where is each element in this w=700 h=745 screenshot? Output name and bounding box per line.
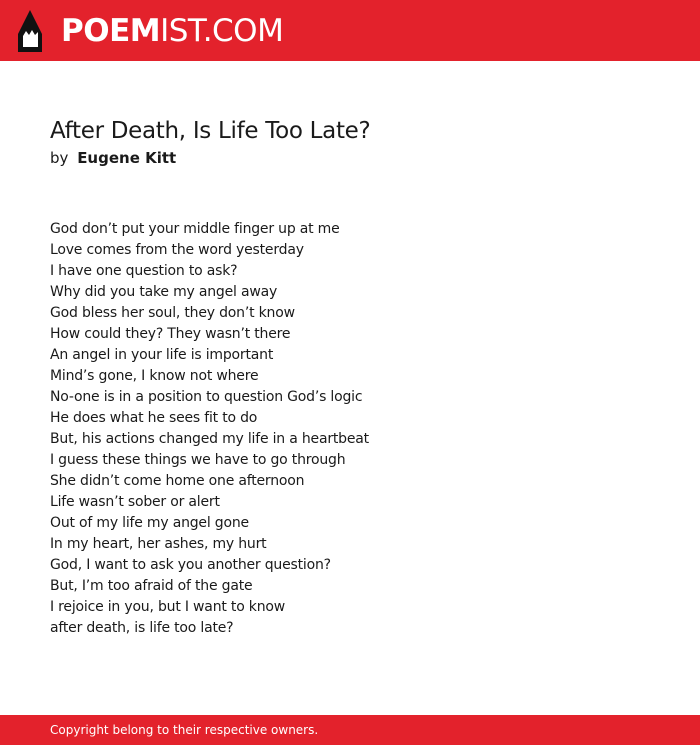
logo-light-text: IST.COM [160,13,284,49]
author-name[interactable]: Eugene Kitt [77,149,177,167]
poem-line: Love comes from the word yesterday [50,242,304,258]
poem-line: after death, is life too late? [50,620,234,636]
poem-line: Out of my life my angel gone [50,515,249,531]
poem-line: I have one question to ask? [50,263,238,279]
by-label: by [50,149,69,167]
poem-line: Mind’s gone, I know not where [50,368,259,384]
poem-line: In my heart, her ashes, my hurt [50,536,267,552]
site-header [0,0,700,61]
poem-line: An angel in your life is important [50,347,274,363]
poem-line: I guess these things we have to go through [50,452,346,468]
poem-line: God, I want to ask you another question? [50,557,331,573]
poem-body [50,219,369,639]
pencil-logo-icon[interactable] [18,10,42,52]
poem-line: God don’t put your middle finger up at me [50,221,340,237]
poem-line: She didn’t come home one afternoon [50,473,305,489]
poem-line: No-one is in a position to question God’s logic [50,389,363,405]
poem-line: But, his actions changed my life in a heartbeat [50,431,369,447]
copyright-text: Copyright belong to their respective owners. [50,723,319,737]
poem-line: I rejoice in you, but I want to know [50,599,286,615]
poem-line: He does what he sees fit to do [50,410,258,426]
logo-bold-text: POEM [61,13,161,49]
poem-line: How could they? They wasn’t there [50,326,291,342]
site-footer [0,715,700,745]
poem-line: Why did you take my angel away [50,284,278,300]
site-logo[interactable] [61,13,283,49]
poem-title: After Death, Is Life Too Late? [50,118,371,144]
poem-line: But, I’m too afraid of the gate [50,578,253,594]
poem-line: God bless her soul, they don’t know [50,305,295,321]
poem-line: Life wasn’t sober or alert [50,494,220,510]
byline [50,148,176,168]
